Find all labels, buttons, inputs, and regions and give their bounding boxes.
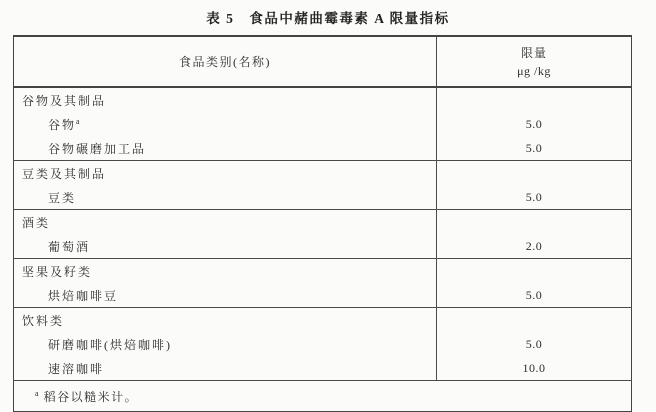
food-category-cell	[14, 185, 437, 210]
food-category-cell	[14, 356, 437, 381]
limit-value-cell	[437, 87, 632, 112]
footnote-marker: a	[35, 388, 39, 398]
table-row	[14, 161, 632, 186]
food-category-label: 坚果及籽类	[22, 264, 93, 279]
limit-value-cell: 5.0	[437, 332, 632, 356]
table-foot	[14, 381, 632, 412]
food-category-label: 豆类	[48, 190, 77, 205]
limit-value-cell	[437, 308, 632, 333]
table-row	[14, 259, 632, 284]
limit-value-cell: 10.0	[437, 356, 632, 381]
table-row	[14, 136, 632, 161]
food-category-label: 谷物及其制品	[22, 93, 107, 108]
limit-value-cell: 5.0	[437, 283, 632, 308]
footnote-row	[14, 381, 632, 412]
table-row	[14, 210, 632, 235]
footnote-cell	[14, 381, 632, 412]
limit-value-cell	[437, 210, 632, 235]
table-row	[14, 185, 632, 210]
limit-value-cell: 5.0	[437, 136, 632, 161]
food-category-cell	[14, 112, 437, 136]
food-category-label: 研磨咖啡(烘焙咖啡)	[48, 337, 172, 352]
table-caption: 表 5 食品中赭曲霉毒素 A 限量指标	[206, 11, 450, 26]
food-category-label: 谷物	[48, 117, 77, 132]
limit-value-cell: 2.0	[437, 234, 632, 259]
food-category-cell	[14, 283, 437, 308]
table-row	[14, 332, 632, 356]
table-row	[14, 283, 632, 308]
limits-table	[13, 35, 632, 412]
food-category-label: 豆类及其制品	[22, 166, 107, 181]
limit-value-cell: 5.0	[437, 185, 632, 210]
table-header	[14, 36, 632, 87]
food-category-label: 酒类	[22, 215, 51, 230]
table-body	[14, 87, 632, 381]
food-category-cell	[14, 332, 437, 356]
food-category-cell	[14, 308, 437, 333]
food-category-label: 葡萄酒	[48, 239, 91, 254]
food-category-label: 烘焙咖啡豆	[48, 288, 119, 303]
table-row	[14, 112, 632, 136]
food-category-cell	[14, 234, 437, 259]
limit-value-cell	[437, 259, 632, 284]
food-category-label: 饮料类	[22, 313, 65, 328]
food-category-label: 谷物碾磨加工品	[48, 141, 147, 156]
table-row	[14, 308, 632, 333]
table-row	[14, 356, 632, 381]
footnote-text: 稻谷以糙米计。	[43, 389, 139, 404]
food-category-cell	[14, 161, 437, 186]
table-row	[14, 87, 632, 112]
food-category-label: 速溶咖啡	[48, 361, 105, 376]
limit-value-cell	[437, 161, 632, 186]
food-category-cell	[14, 87, 437, 112]
header-row	[14, 36, 632, 87]
food-category-cell	[14, 259, 437, 284]
footnote-ref: a	[76, 116, 80, 126]
table-row	[14, 234, 632, 259]
limit-unit: μg /kg	[517, 64, 551, 78]
food-category-cell	[14, 136, 437, 161]
limit-value-cell: 5.0	[437, 112, 632, 136]
column-header-limit	[437, 36, 632, 87]
limit-label: 限量	[520, 46, 547, 60]
column-header-food-category: 食品类别(名称)	[14, 36, 437, 87]
food-category-cell	[14, 210, 437, 235]
